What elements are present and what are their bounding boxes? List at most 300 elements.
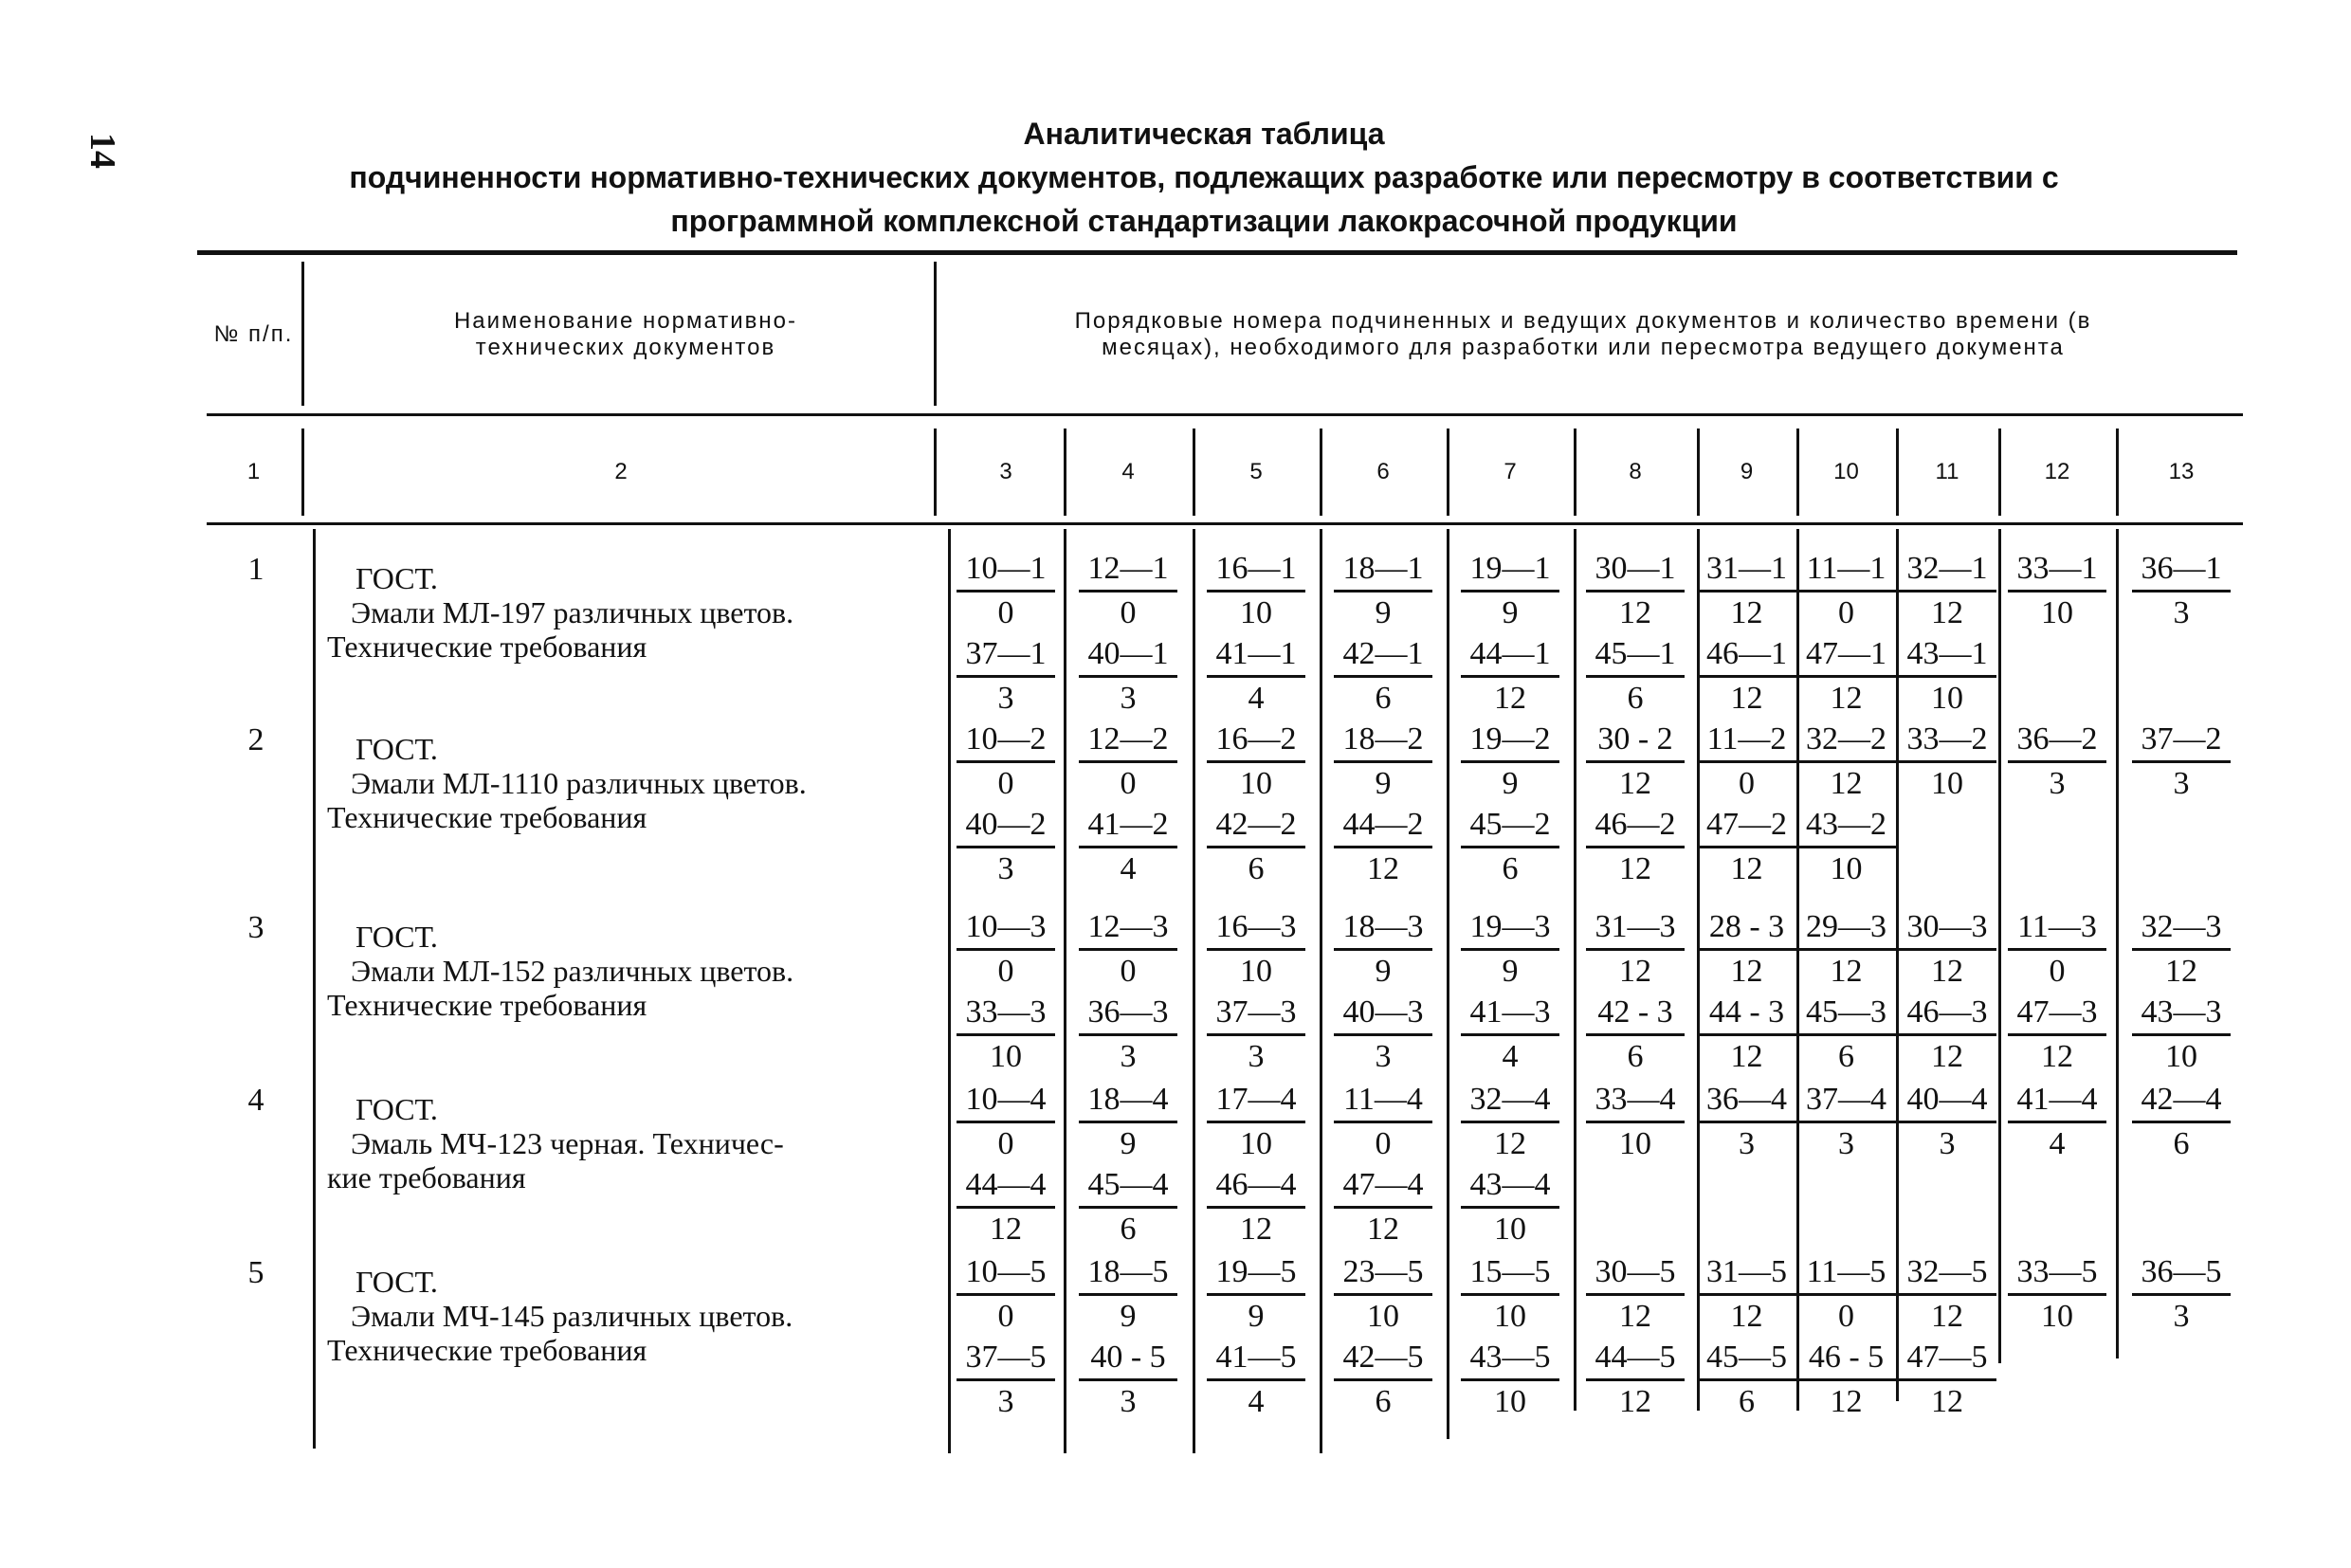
document-title: Эмали МЛ-152 различных цветов. <box>351 954 794 988</box>
column-number: 7 <box>1504 458 1517 484</box>
fraction-cell <box>1698 550 1796 632</box>
fraction-cell <box>957 1339 1055 1421</box>
fraction-numerator: 36—1 <box>2132 550 2231 593</box>
fraction-numerator: 47—5 <box>1898 1339 1996 1381</box>
fraction-cell <box>1079 1253 1177 1336</box>
table-title <box>190 112 2218 243</box>
fraction-denominator: 12 <box>1730 851 1763 886</box>
document-gost: ГОСТ. <box>355 1092 438 1126</box>
body-column-divider <box>1896 529 1899 1401</box>
fraction-denominator: 3 <box>1939 1126 1956 1161</box>
fraction-cell <box>1207 1339 1305 1421</box>
fraction-cell <box>1898 550 1996 632</box>
fraction-denominator: 4 <box>1502 1039 1519 1074</box>
fraction-cell <box>2132 1253 2231 1336</box>
fraction-numerator: 10—3 <box>957 908 1055 951</box>
fraction-cell <box>1334 635 1432 718</box>
fraction-cell <box>2008 550 2106 632</box>
column-number: 12 <box>2044 458 2070 484</box>
fraction-numerator: 44—4 <box>957 1166 1055 1209</box>
fraction-numerator: 47—3 <box>2008 994 2106 1036</box>
fraction-numerator: 36—2 <box>2008 720 2106 763</box>
fraction-cell <box>1334 1166 1432 1249</box>
fraction-cell <box>1586 1081 1685 1163</box>
fraction-numerator: 43—4 <box>1461 1166 1559 1209</box>
fraction-denominator: 12 <box>1830 766 1863 801</box>
fraction-denominator: 9 <box>1502 595 1519 630</box>
fraction-cell <box>1334 908 1432 991</box>
fraction-numerator: 32—2 <box>1797 720 1896 763</box>
fraction-cell <box>1334 1253 1432 1336</box>
fraction-cell <box>1797 1081 1896 1163</box>
column-number-divider <box>1064 428 1066 516</box>
fraction-cell <box>1461 1339 1559 1421</box>
fraction-numerator: 42—4 <box>2132 1081 2231 1123</box>
column-number: 6 <box>1376 458 1390 484</box>
fraction-denominator: 3 <box>997 1384 1014 1419</box>
fraction-denominator: 6 <box>1375 681 1392 716</box>
fraction-denominator: 4 <box>2049 1126 2066 1161</box>
fraction-cell <box>957 550 1055 632</box>
fraction-numerator: 32—5 <box>1898 1253 1996 1296</box>
document-name <box>327 732 934 834</box>
fraction-cell <box>957 720 1055 803</box>
fraction-denominator: 10 <box>990 1039 1022 1074</box>
fraction-numerator: 46 - 5 <box>1797 1339 1896 1381</box>
header-bottom-rule <box>207 413 2243 416</box>
fraction-cell <box>1586 1339 1685 1421</box>
fraction-denominator: 12 <box>1367 851 1399 886</box>
fraction-numerator: 31—1 <box>1698 550 1796 593</box>
fraction-cell <box>957 1166 1055 1249</box>
fraction-numerator: 31—5 <box>1698 1253 1796 1296</box>
fraction-cell <box>1334 720 1432 803</box>
fraction-numerator: 12—3 <box>1079 908 1177 951</box>
fraction-numerator: 19—5 <box>1207 1253 1305 1296</box>
fraction-numerator: 30 - 2 <box>1586 720 1685 763</box>
fraction-denominator: 12 <box>1730 681 1763 716</box>
fraction-numerator: 44 - 3 <box>1698 994 1796 1036</box>
fraction-cell <box>1898 1081 1996 1163</box>
document-title: Эмали МЛ-1110 различных цветов. <box>351 766 807 800</box>
fraction-denominator: 0 <box>997 1126 1014 1161</box>
row-number: 4 <box>247 1083 264 1118</box>
fraction-cell <box>1898 1339 1996 1421</box>
fraction-numerator: 30—1 <box>1586 550 1685 593</box>
fraction-numerator: 12—1 <box>1079 550 1177 593</box>
fraction-numerator: 41—2 <box>1079 806 1177 848</box>
fraction-cell <box>1898 1253 1996 1336</box>
fraction-denominator: 0 <box>997 1299 1014 1334</box>
fraction-denominator: 12 <box>990 1212 1022 1247</box>
fraction-cell <box>1079 550 1177 632</box>
fraction-numerator: 18—5 <box>1079 1253 1177 1296</box>
fraction-numerator: 32—1 <box>1898 550 1996 593</box>
fraction-cell <box>2008 1253 2106 1336</box>
fraction-denominator: 9 <box>1502 766 1519 801</box>
fraction-denominator: 10 <box>1240 1126 1272 1161</box>
fraction-numerator: 16—1 <box>1207 550 1305 593</box>
header-col-name: Наименование нормативно-технических документов <box>453 307 798 360</box>
fraction-numerator: 40—2 <box>957 806 1055 848</box>
fraction-cell <box>1334 550 1432 632</box>
fraction-denominator: 12 <box>1619 595 1651 630</box>
fraction-numerator: 45—5 <box>1698 1339 1796 1381</box>
fraction-denominator: 12 <box>1730 954 1763 989</box>
fraction-denominator: 4 <box>1120 851 1137 886</box>
fraction-cell <box>1334 1081 1432 1163</box>
fraction-denominator: 12 <box>1830 954 1863 989</box>
column-number: 2 <box>614 458 628 484</box>
fraction-numerator: 37—3 <box>1207 994 1305 1036</box>
document-gost: ГОСТ. <box>355 561 438 595</box>
fraction-denominator: 6 <box>1375 1384 1392 1419</box>
column-number: 3 <box>999 458 1012 484</box>
numbers-bottom-rule <box>207 522 2243 525</box>
document-requirements: Технические требования <box>327 629 647 664</box>
fraction-denominator: 12 <box>1730 1299 1763 1334</box>
fraction-cell <box>1586 994 1685 1076</box>
document-gost: ГОСТ. <box>355 1265 438 1299</box>
fraction-cell <box>2132 720 2231 803</box>
fraction-denominator: 3 <box>1248 1039 1265 1074</box>
fraction-cell <box>1079 908 1177 991</box>
fraction-denominator: 3 <box>1120 681 1137 716</box>
fraction-denominator: 6 <box>2173 1126 2190 1161</box>
fraction-numerator: 40—1 <box>1079 635 1177 678</box>
fraction-cell <box>1797 1339 1896 1421</box>
column-number: 4 <box>1121 458 1135 484</box>
fraction-cell <box>1698 1253 1796 1336</box>
document-name <box>327 1092 934 1194</box>
fraction-cell <box>957 806 1055 888</box>
column-number-divider <box>2116 428 2119 516</box>
fraction-denominator: 10 <box>1367 1299 1399 1334</box>
fraction-numerator: 37—2 <box>2132 720 2231 763</box>
fraction-cell <box>1898 635 1996 718</box>
fraction-denominator: 12 <box>1240 1212 1272 1247</box>
fraction-cell <box>1079 1166 1177 1249</box>
divider-1-2-numbers <box>301 428 304 516</box>
fraction-cell <box>1207 994 1305 1076</box>
fraction-numerator: 33—2 <box>1898 720 1996 763</box>
fraction-denominator: 6 <box>1502 851 1519 886</box>
fraction-denominator: 10 <box>1830 851 1863 886</box>
fraction-denominator: 10 <box>1494 1299 1526 1334</box>
fraction-cell <box>1461 1253 1559 1336</box>
fraction-cell <box>1461 994 1559 1076</box>
fraction-numerator: 11—3 <box>2008 908 2106 951</box>
fraction-denominator: 12 <box>1619 954 1651 989</box>
column-number: 10 <box>1833 458 1859 484</box>
fraction-denominator: 9 <box>1248 1299 1265 1334</box>
fraction-cell <box>1079 1081 1177 1163</box>
fraction-cell <box>1586 720 1685 803</box>
fraction-cell <box>1079 720 1177 803</box>
divider-1-2-body <box>313 529 316 1449</box>
fraction-denominator: 10 <box>2165 1039 2197 1074</box>
fraction-numerator: 32—4 <box>1461 1081 1559 1123</box>
fraction-denominator: 0 <box>997 954 1014 989</box>
fraction-denominator: 6 <box>1838 1039 1854 1074</box>
fraction-numerator: 44—2 <box>1334 806 1432 848</box>
fraction-cell <box>1079 635 1177 718</box>
fraction-denominator: 9 <box>1120 1299 1137 1334</box>
fraction-numerator: 47—1 <box>1797 635 1896 678</box>
page-number: 14 <box>82 133 122 169</box>
fraction-cell <box>1797 1253 1896 1336</box>
fraction-denominator: 3 <box>1375 1039 1392 1074</box>
fraction-denominator: 12 <box>2165 954 2197 989</box>
document-name <box>327 1265 934 1367</box>
fraction-denominator: 4 <box>1248 681 1265 716</box>
fraction-cell <box>1586 1253 1685 1336</box>
fraction-cell <box>957 908 1055 991</box>
fraction-numerator: 17—4 <box>1207 1081 1305 1123</box>
fraction-numerator: 43—1 <box>1898 635 1996 678</box>
fraction-numerator: 19—3 <box>1461 908 1559 951</box>
divider-2-3-numbers <box>934 428 937 516</box>
fraction-denominator: 12 <box>1931 595 1963 630</box>
fraction-denominator: 12 <box>1619 1299 1651 1334</box>
fraction-numerator: 19—2 <box>1461 720 1559 763</box>
fraction-denominator: 0 <box>1120 766 1137 801</box>
fraction-cell <box>1698 994 1796 1076</box>
column-number-divider <box>1796 428 1799 516</box>
fraction-denominator: 6 <box>1248 851 1265 886</box>
fraction-numerator: 43—2 <box>1797 806 1896 848</box>
fraction-numerator: 23—5 <box>1334 1253 1432 1296</box>
fraction-numerator: 10—5 <box>957 1253 1055 1296</box>
body-column-divider <box>1193 529 1195 1453</box>
body-column-divider <box>1796 529 1799 1411</box>
fraction-cell <box>1334 806 1432 888</box>
document-requirements: кие требования <box>327 1160 526 1194</box>
fraction-cell <box>1698 1081 1796 1163</box>
fraction-denominator: 3 <box>2173 766 2190 801</box>
fraction-numerator: 16—3 <box>1207 908 1305 951</box>
column-number-divider <box>1447 428 1449 516</box>
fraction-cell <box>1461 908 1559 991</box>
fraction-denominator: 9 <box>1375 766 1392 801</box>
fraction-denominator: 12 <box>2041 1039 2073 1074</box>
fraction-cell <box>1698 720 1796 803</box>
fraction-numerator: 37—1 <box>957 635 1055 678</box>
fraction-numerator: 42—1 <box>1334 635 1432 678</box>
fraction-denominator: 12 <box>1619 766 1651 801</box>
fraction-cell <box>2132 908 2231 991</box>
fraction-denominator: 10 <box>1931 766 1963 801</box>
fraction-cell <box>2132 994 2231 1076</box>
column-number-divider <box>1896 428 1899 516</box>
fraction-numerator: 46—3 <box>1898 994 1996 1036</box>
fraction-denominator: 12 <box>1730 1039 1763 1074</box>
fraction-cell <box>1797 806 1896 888</box>
fraction-cell <box>1461 635 1559 718</box>
fraction-numerator: 18—4 <box>1079 1081 1177 1123</box>
fraction-numerator: 42—5 <box>1334 1339 1432 1381</box>
fraction-denominator: 3 <box>1120 1039 1137 1074</box>
fraction-denominator: 9 <box>1375 954 1392 989</box>
fraction-denominator: 9 <box>1120 1126 1137 1161</box>
fraction-numerator: 46—2 <box>1586 806 1685 848</box>
document-requirements: Технические требования <box>327 1333 647 1367</box>
fraction-numerator: 31—3 <box>1586 908 1685 951</box>
fraction-numerator: 16—2 <box>1207 720 1305 763</box>
fraction-denominator: 9 <box>1375 595 1392 630</box>
column-number-divider <box>1998 428 2001 516</box>
fraction-cell <box>2132 1081 2231 1163</box>
fraction-denominator: 10 <box>2041 595 2073 630</box>
divider-1-2 <box>301 262 304 406</box>
fraction-numerator: 41—4 <box>2008 1081 2106 1123</box>
fraction-denominator: 0 <box>997 766 1014 801</box>
fraction-numerator: 32—3 <box>2132 908 2231 951</box>
row-number: 1 <box>247 552 264 587</box>
column-number: 5 <box>1249 458 1263 484</box>
fraction-numerator: 37—5 <box>957 1339 1055 1381</box>
fraction-denominator: 3 <box>1838 1126 1854 1161</box>
fraction-numerator: 11—1 <box>1797 550 1896 593</box>
fraction-cell <box>1898 994 1996 1076</box>
fraction-cell <box>1797 908 1896 991</box>
column-number: 13 <box>2168 458 2195 484</box>
fraction-numerator: 33—1 <box>2008 550 2106 593</box>
fraction-numerator: 18—1 <box>1334 550 1432 593</box>
fraction-denominator: 10 <box>1494 1384 1526 1419</box>
fraction-numerator: 47—4 <box>1334 1166 1432 1209</box>
document-title: Эмали МЛ-197 различных цветов. <box>351 595 794 629</box>
fraction-denominator: 12 <box>1931 954 1963 989</box>
fraction-cell <box>957 994 1055 1076</box>
fraction-cell <box>1207 550 1305 632</box>
fraction-denominator: 12 <box>1494 1126 1526 1161</box>
fraction-numerator: 44—5 <box>1586 1339 1685 1381</box>
header-col-numbers: Порядковые номера подчиненных и ведущих документов и количество времени (в месяцах), необходимого для разработки или пересмотра ведущего документа <box>1074 307 2092 360</box>
fraction-denominator: 0 <box>1120 954 1137 989</box>
fraction-numerator: 46—4 <box>1207 1166 1305 1209</box>
fraction-cell <box>1079 1339 1177 1421</box>
fraction-cell <box>957 635 1055 718</box>
column-number-divider <box>1574 428 1576 516</box>
fraction-cell <box>1586 550 1685 632</box>
fraction-numerator: 33—5 <box>2008 1253 2106 1296</box>
document-requirements: Технические требования <box>327 800 647 834</box>
fraction-denominator: 3 <box>997 681 1014 716</box>
fraction-cell <box>1698 1339 1796 1421</box>
fraction-numerator: 10—1 <box>957 550 1055 593</box>
fraction-cell <box>1586 908 1685 991</box>
column-number: 8 <box>1629 458 1642 484</box>
fraction-denominator: 10 <box>2041 1299 2073 1334</box>
fraction-denominator: 0 <box>2049 954 2066 989</box>
fraction-numerator: 41—1 <box>1207 635 1305 678</box>
title-line-2: подчиненности нормативно-технических документов, подлежащих разработке или пересмотру в соответствии с <box>349 160 2059 194</box>
fraction-denominator: 0 <box>1838 595 1854 630</box>
fraction-cell <box>1461 720 1559 803</box>
column-number: 11 <box>1935 458 1959 484</box>
fraction-numerator: 45—1 <box>1586 635 1685 678</box>
column-number-divider <box>1697 428 1700 516</box>
fraction-denominator: 12 <box>1619 1384 1651 1419</box>
fraction-numerator: 29—3 <box>1797 908 1896 951</box>
column-number: 1 <box>246 458 261 484</box>
fraction-denominator: 3 <box>997 851 1014 886</box>
top-rule <box>197 250 2237 255</box>
fraction-cell <box>1207 908 1305 991</box>
row-number: 5 <box>247 1255 264 1290</box>
fraction-cell <box>1898 908 1996 991</box>
fraction-denominator: 10 <box>1931 681 1963 716</box>
fraction-numerator: 42 - 3 <box>1586 994 1685 1036</box>
body-column-divider <box>1697 529 1700 1411</box>
fraction-numerator: 11—2 <box>1698 720 1796 763</box>
fraction-numerator: 45—3 <box>1797 994 1896 1036</box>
divider-2-3-body <box>948 529 951 1453</box>
fraction-numerator: 11—5 <box>1797 1253 1896 1296</box>
fraction-denominator: 12 <box>1931 1384 1963 1419</box>
fraction-denominator: 12 <box>1830 1384 1863 1419</box>
fraction-cell <box>1207 635 1305 718</box>
fraction-denominator: 12 <box>1931 1299 1963 1334</box>
fraction-numerator: 18—2 <box>1334 720 1432 763</box>
fraction-denominator: 0 <box>1739 766 1755 801</box>
fraction-cell <box>1698 635 1796 718</box>
fraction-denominator: 0 <box>1838 1299 1854 1334</box>
fraction-numerator: 12—2 <box>1079 720 1177 763</box>
body-column-divider <box>1447 529 1449 1439</box>
fraction-numerator: 28 - 3 <box>1698 908 1796 951</box>
fraction-numerator: 44—1 <box>1461 635 1559 678</box>
fraction-denominator: 12 <box>1730 595 1763 630</box>
fraction-numerator: 40 - 5 <box>1079 1339 1177 1381</box>
fraction-denominator: 6 <box>1627 1039 1644 1074</box>
fraction-numerator: 18—3 <box>1334 908 1432 951</box>
body-column-divider <box>1064 529 1066 1453</box>
fraction-denominator: 6 <box>1739 1384 1755 1419</box>
document-gost: ГОСТ. <box>355 732 438 766</box>
fraction-denominator: 10 <box>1240 954 1272 989</box>
fraction-cell <box>2008 1081 2106 1163</box>
fraction-numerator: 33—4 <box>1586 1081 1685 1123</box>
fraction-cell <box>1461 550 1559 632</box>
document-name <box>327 920 934 1022</box>
fraction-numerator: 15—5 <box>1461 1253 1559 1296</box>
fraction-numerator: 47—2 <box>1698 806 1796 848</box>
fraction-numerator: 46—1 <box>1698 635 1796 678</box>
title-line-3: программной комплексной стандартизации лакокрасочной продукции <box>670 204 1738 238</box>
fraction-denominator: 10 <box>1240 595 1272 630</box>
row-number: 2 <box>247 722 264 757</box>
fraction-cell <box>1207 1166 1305 1249</box>
fraction-denominator: 0 <box>1120 595 1137 630</box>
fraction-numerator: 43—5 <box>1461 1339 1559 1381</box>
fraction-numerator: 45—4 <box>1079 1166 1177 1209</box>
document-title: Эмали МЧ-145 различных цветов. <box>351 1299 793 1333</box>
fraction-denominator: 3 <box>1739 1126 1755 1161</box>
fraction-denominator: 10 <box>1494 1212 1526 1247</box>
column-number-divider <box>1320 428 1322 516</box>
fraction-cell <box>957 1253 1055 1336</box>
fraction-denominator: 12 <box>1619 851 1651 886</box>
fraction-denominator: 10 <box>1619 1126 1651 1161</box>
header-col-no: № п/п. <box>213 320 294 347</box>
fraction-denominator: 3 <box>2173 595 2190 630</box>
body-column-divider <box>1998 529 2001 1363</box>
fraction-cell <box>1586 806 1685 888</box>
fraction-cell <box>1079 994 1177 1076</box>
fraction-numerator: 10—2 <box>957 720 1055 763</box>
